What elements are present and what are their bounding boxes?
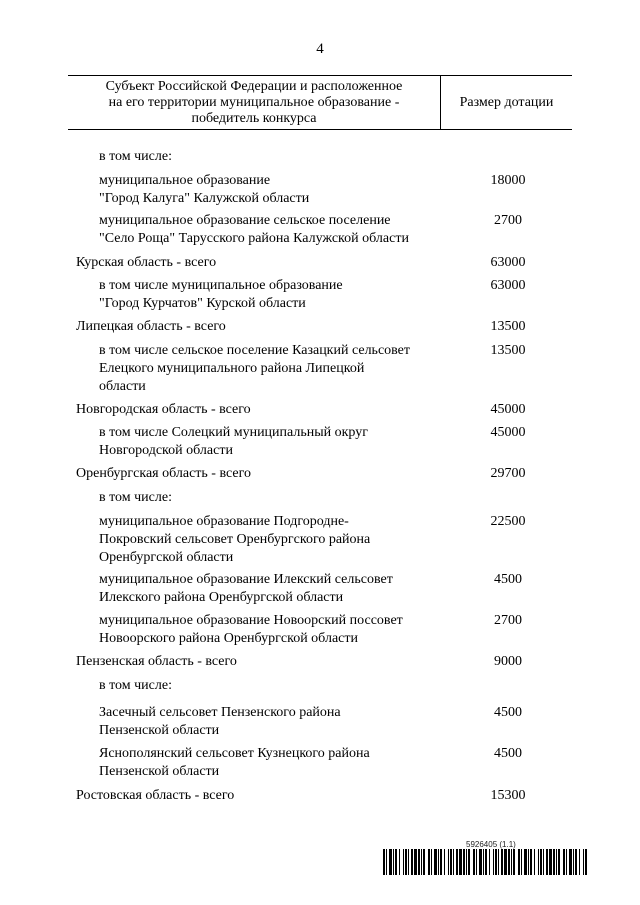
row-name: Новгородская область - всего: [76, 402, 251, 417]
row-value: 63000: [490, 278, 526, 293]
row-value: 2700: [494, 613, 522, 628]
barcode-caption: 5926405 (1.1): [466, 840, 516, 849]
row-name: в том числе:: [99, 678, 172, 693]
row-value: 45000: [490, 402, 526, 417]
row-name: Оренбургская область - всего: [76, 466, 251, 481]
header-amount-label: Размер дотации: [459, 94, 554, 110]
row-name: Липецкая область - всего: [76, 319, 226, 334]
row-name: Ростовская область - всего: [76, 788, 235, 803]
barcode-image: [383, 849, 588, 875]
row-value: 2700: [494, 213, 522, 228]
row-value: 63000: [490, 255, 526, 270]
row-name: муниципальное образование Илекский сельсовет Илекского района Оренбургской области: [99, 572, 393, 605]
header-subject-label: Субъект Российской Федерации и расположенное на его территории муниципальное образование - победитель конкурса: [105, 78, 403, 126]
row-value: 13500: [490, 343, 526, 358]
row-value: 9000: [494, 654, 522, 669]
row-value: 22500: [490, 514, 526, 529]
row-value: 13500: [490, 319, 526, 334]
row-value: 45000: [490, 425, 526, 440]
row-name: в том числе муниципальное образование "Город Курчатов" Курской области: [99, 278, 343, 311]
row-name: в том числе сельское поселение Казацкий сельсовет Елецкого муниципального района Липецкой области: [99, 343, 411, 394]
row-value: 29700: [490, 466, 526, 481]
row-value: 4500: [494, 572, 522, 587]
row-name: муниципальное образование сельское поселение "Село Роща" Тарусского района Калужской области: [99, 213, 409, 246]
row-name: муниципальное образование Новоорский поссовет Новоорского района Оренбургской области: [99, 613, 403, 646]
row-name: в том числе:: [99, 149, 172, 164]
row-name: муниципальное образование "Город Калуга" Калужской области: [99, 173, 310, 206]
row-name: в том числе Солецкий муниципальный округ Новгородской области: [99, 425, 368, 458]
row-name: Курская область - всего: [76, 255, 217, 270]
row-name: Засечный сельсовет Пензенского района Пензенской области: [99, 705, 341, 738]
row-name: муниципальное образование Подгородне- Покровский сельсовет Оренбургского района Оренбургской области: [99, 514, 371, 565]
row-value: 4500: [494, 746, 522, 761]
row-name: Яснополянский сельсовет Кузнецкого района Пензенской области: [99, 746, 370, 779]
row-name: в том числе:: [99, 490, 172, 505]
row-value: 15300: [490, 788, 526, 803]
row-name: Пензенская область - всего: [76, 654, 237, 669]
row-value: 4500: [494, 705, 522, 720]
page-number: 4: [316, 41, 324, 57]
row-value: 18000: [490, 173, 526, 188]
